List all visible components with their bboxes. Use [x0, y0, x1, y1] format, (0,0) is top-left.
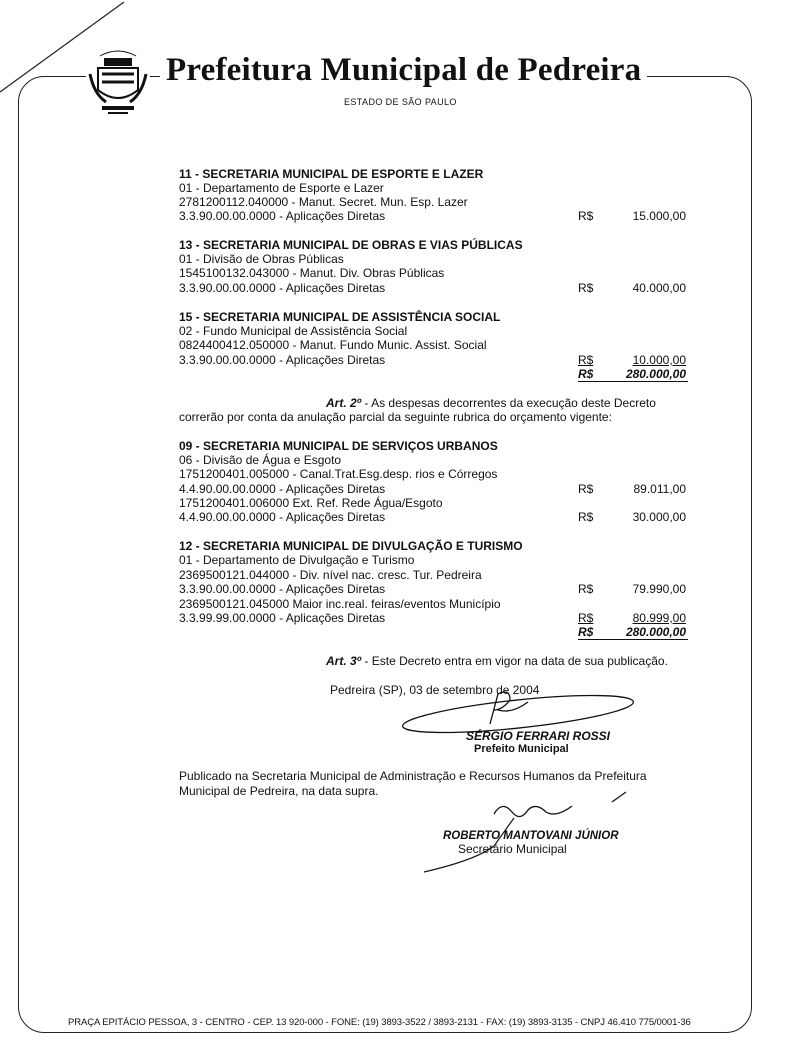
total-underline: [578, 381, 688, 382]
currency-label: R$: [578, 510, 594, 524]
total-value: 280.000,00: [625, 367, 686, 381]
article-2-line2: correrão por conta da anulação parcial da seguinte rubrica do orçamento vigente:: [179, 410, 612, 424]
amount-value: 10.000,00: [632, 353, 686, 367]
total-underline: [578, 639, 688, 640]
currency-label: R$: [578, 281, 594, 295]
section-unit: 01 - Departamento de Esporte e Lazer: [179, 181, 384, 195]
amount-value: 80.999,00: [632, 611, 686, 625]
section-element: 4.4.90.00.00.0000 - Aplicações Diretas: [179, 482, 386, 496]
section-unit: 02 - Fundo Municipal de Assistência Social: [179, 324, 408, 338]
section-program: 0824400412.050000 - Manut. Fundo Munic. Assist. Social: [179, 338, 487, 352]
section-program: 1751200401.006000 Ext. Ref. Rede Água/Esgoto: [179, 496, 443, 510]
section-title: 15 - SECRETARIA MUNICIPAL DE ASSISTÊNCIA SOCIAL: [179, 310, 501, 324]
section-element: 3.3.90.00.00.0000 - Aplicações Diretas: [179, 209, 386, 223]
section-title: 11 - SECRETARIA MUNICIPAL DE ESPORTE E LAZER: [179, 167, 484, 181]
section-title: 13 - SECRETARIA MUNICIPAL DE OBRAS E VIAS PÚBLICAS: [179, 238, 523, 252]
total-currency: R$: [578, 625, 594, 639]
total-currency: R$: [578, 367, 594, 381]
section-element: 3.3.90.00.00.0000 - Aplicações Diretas: [179, 582, 386, 596]
publication-line1: Publicado na Secretaria Municipal de Administração e Recursos Humanos da Prefeitura: [179, 769, 647, 783]
footer-address: PRAÇA EPITÁCIO PESSOA, 3 - CENTRO - CEP. 13 920-000 - FONE: (19) 3893-3522 / 3893-2131 - FAX: (19) 3893-3135 - CNPJ 46.410 775/0001-36: [64, 1017, 695, 1028]
currency-label: R$: [578, 611, 594, 625]
article-3: [326, 654, 668, 668]
section-program: 1751200401.005000 - Canal.Trat.Esg.desp. rios e Córregos: [179, 467, 498, 481]
article-2-label: Art. 2º: [326, 396, 362, 410]
page-title: Prefeitura Municipal de Pedreira: [160, 52, 647, 89]
section-unit: 01 - Divisão de Obras Públicas: [179, 252, 344, 266]
section-unit: 06 - Divisão de Água e Esgoto: [179, 453, 342, 467]
currency-label: R$: [578, 582, 594, 596]
publication-line2: Municipal de Pedreira, na data supra.: [179, 784, 379, 798]
article-2-line1: [326, 396, 656, 410]
amount-value: 40.000,00: [632, 281, 686, 295]
signer1-role: Prefeito Municipal: [474, 743, 569, 755]
section-element: 3.3.90.00.00.0000 - Aplicações Diretas: [179, 353, 386, 367]
section-element: 4.4.90.00.00.0000 - Aplicações Diretas: [179, 510, 386, 524]
signer1-name: SÉRGIO FERRARI ROSSI: [466, 729, 611, 743]
section-title: 12 - SECRETARIA MUNICIPAL DE DIVULGAÇÃO E TURISMO: [179, 539, 523, 553]
amount-value: 15.000,00: [632, 209, 686, 223]
section-program: 2369500121.045000 Maior inc.real. feiras/eventos Município: [179, 597, 501, 611]
currency-label: R$: [578, 209, 594, 223]
total-value: 280.000,00: [625, 625, 686, 639]
section-program: 2781200112.040000 - Manut. Secret. Mun. Esp. Lazer: [179, 195, 468, 209]
section-program: 2369500121.044000 - Div. nível nac. cresc. Tur. Pedreira: [179, 568, 482, 582]
section-unit: 01 - Departamento de Divulgação e Turismo: [179, 553, 415, 567]
city-crest-logo: [86, 44, 150, 118]
section-element: 3.3.90.00.00.0000 - Aplicações Diretas: [179, 281, 386, 295]
page-subtitle: ESTADO DE SÃO PAULO: [344, 97, 457, 107]
signer2-role: Secretário Municipal: [458, 842, 567, 856]
amount-value: 79.990,00: [632, 582, 686, 596]
amount-value: 30.000,00: [632, 510, 686, 524]
article-2-text: - As despesas decorrentes da execução deste Decreto: [361, 396, 656, 410]
signer2-name: ROBERTO MANTOVANI JÚNIOR: [443, 830, 619, 842]
place-date: Pedreira (SP), 03 de setembro de 2004: [330, 683, 540, 697]
section-element: 3.3.99.99.00.0000 - Aplicações Diretas: [179, 611, 386, 625]
currency-label: R$: [578, 353, 594, 367]
article-3-label: Art. 3º: [326, 654, 362, 668]
currency-label: R$: [578, 482, 594, 496]
article-3-text: - Este Decreto entra em vigor na data de sua publicação.: [361, 654, 668, 668]
section-program: 1545100132.043000 - Manut. Div. Obras Públicas: [179, 266, 445, 280]
amount-value: 89.011,00: [633, 482, 686, 496]
section-title: 09 - SECRETARIA MUNICIPAL DE SERVIÇOS URBANOS: [179, 439, 498, 453]
